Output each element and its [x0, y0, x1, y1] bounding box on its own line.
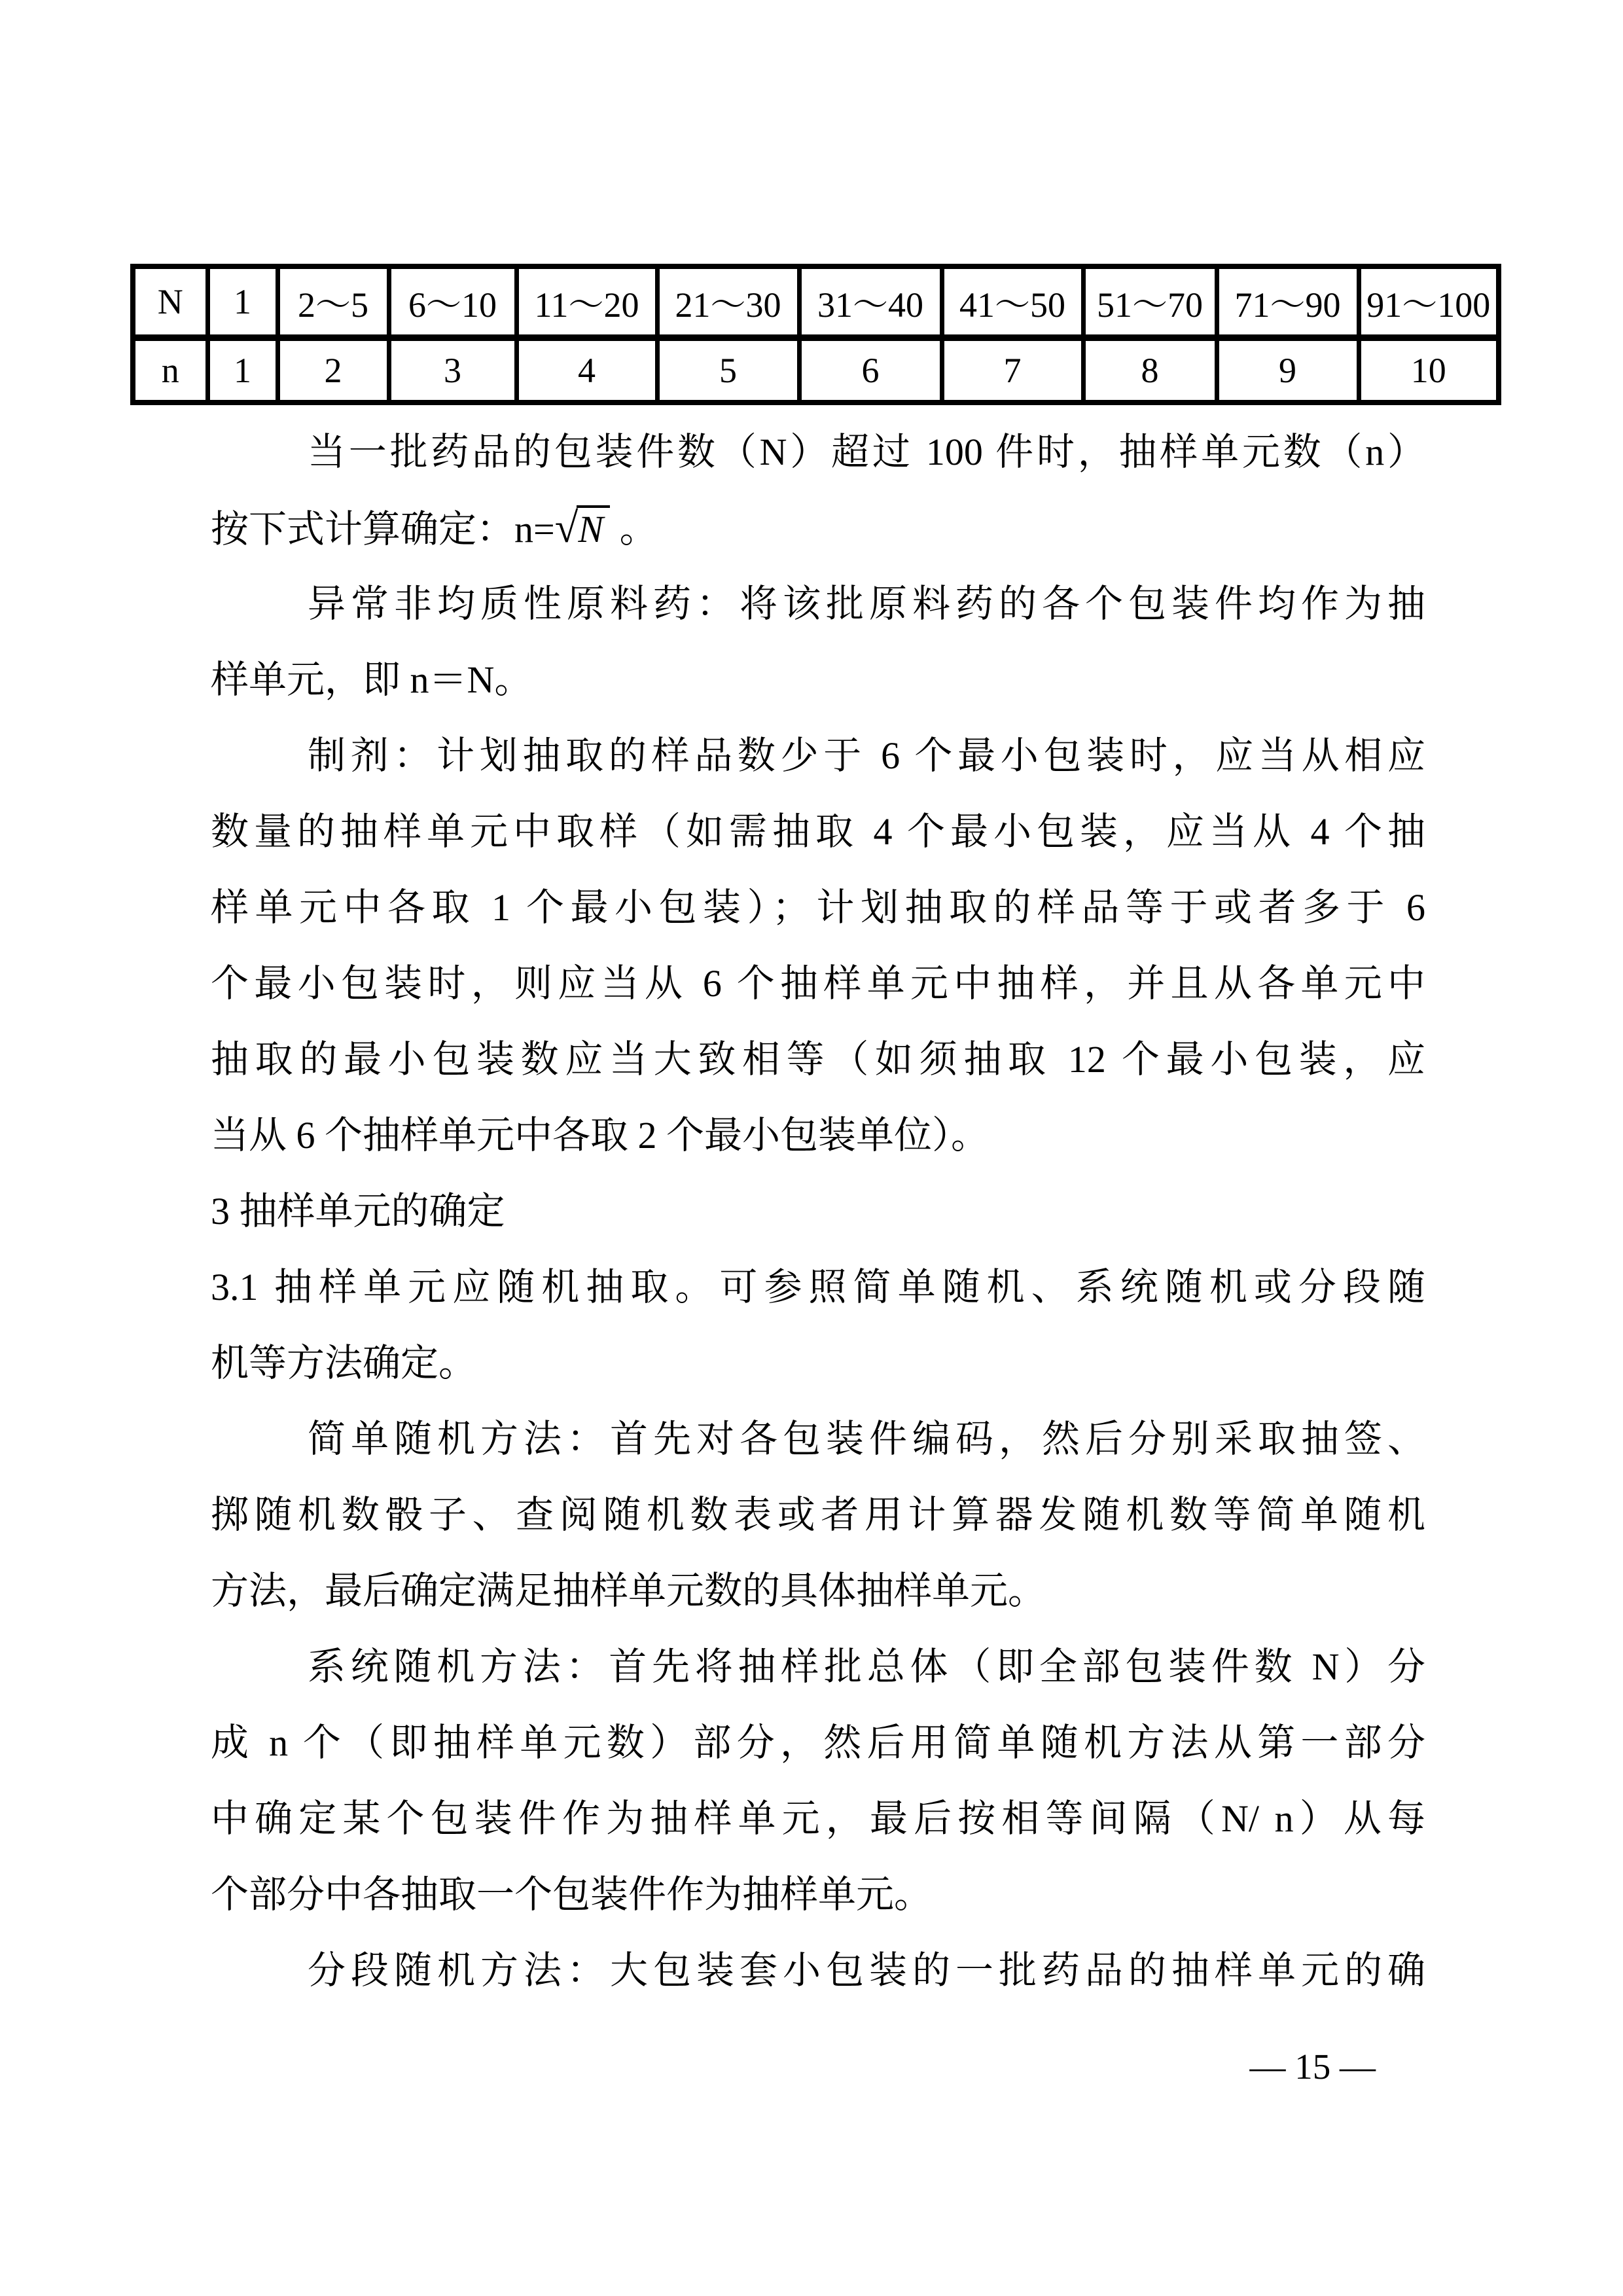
table-cell: 31～40 — [799, 266, 942, 338]
table-cell: 2～5 — [277, 266, 389, 338]
text-line: 中确定某个包装件作为抽样单元，最后按相等间隔（N/ n）从每 — [211, 1797, 1425, 1840]
table-cell: 2 — [277, 338, 389, 403]
text-line: 样单元中各取 1 个最小包装）；计划抽取的样品等于或者多于 6 — [211, 886, 1425, 929]
body-text — [211, 414, 1425, 2009]
text-line: 个最小包装时，则应当从 6 个抽样单元中抽样，并且从各单元中 — [211, 962, 1425, 1005]
text-line: 个部分中各抽取一个包装件作为抽样单元。 — [211, 1873, 933, 1916]
text-line: 3 抽样单元的确定 — [211, 1190, 505, 1232]
formula-prefix: 按下式计算确定：n= — [211, 508, 555, 550]
text-line: 数量的抽样单元中取样（如需抽取 4 个最小包装，应当从 4 个抽 — [211, 810, 1425, 853]
table-cell: 41～50 — [942, 266, 1083, 338]
table-cell: 21～30 — [657, 266, 799, 338]
table-cell: 6 — [799, 338, 942, 403]
table-cell: 71～90 — [1217, 266, 1359, 338]
text-line: 分段随机方法：大包装套小包装的一批药品的抽样单元的确 — [308, 1949, 1425, 1992]
table-cell: 8 — [1083, 338, 1217, 403]
text-line: 样单元，即 n＝N。 — [211, 658, 533, 701]
table-cell: 51～70 — [1083, 266, 1217, 338]
formula-line — [211, 490, 1425, 566]
text-line: 简单随机方法：首先对各包装件编码，然后分别采取抽签、 — [308, 1418, 1425, 1460]
table-cell: 3 — [389, 338, 516, 403]
table-cell: 11～20 — [516, 266, 657, 338]
table-cell: 4 — [516, 338, 657, 403]
text-line: 掷随机数骰子、查阅随机数表或者用计算器发随机数等简单随机 — [211, 1494, 1425, 1536]
table-cell: 10 — [1359, 338, 1499, 403]
text-line: 异常非均质性原料药：将该批原料药的各个包装件均作为抽 — [308, 583, 1425, 625]
text-line: 抽取的最小包装数应当大致相等（如须抽取 12 个最小包装，应 — [211, 1038, 1425, 1081]
formula-suffix: 。 — [610, 508, 658, 550]
table-cell: n — [133, 338, 207, 403]
sqrt-radicand: N — [577, 505, 610, 550]
table-cell: 5 — [657, 338, 799, 403]
table-cell: 7 — [942, 338, 1083, 403]
table-cell: 1 — [207, 266, 277, 338]
text-line: 制剂：计划抽取的样品数少于 6 个最小包装时，应当从相应 — [308, 734, 1425, 777]
sqrt-sign: √ — [554, 505, 579, 552]
table-body — [133, 266, 1499, 403]
text-line: 当一批药品的包装件数（N）超过 100 件时，抽样单元数（n） — [308, 431, 1425, 473]
text-line: 机等方法确定。 — [211, 1342, 477, 1384]
table-cell: N — [133, 266, 207, 338]
text-line: 方法，最后确定满足抽样单元数的具体抽样单元。 — [211, 1570, 1046, 1612]
table-cell: 91～100 — [1359, 266, 1499, 338]
sampling-units-table — [130, 264, 1501, 405]
text-line: 当从 6 个抽样单元中各取 2 个最小包装单位）。 — [211, 1114, 990, 1157]
table-row — [133, 338, 1499, 403]
table-row — [133, 266, 1499, 338]
text-line: 3.1 抽样单元应随机抽取。可参照简单随机、系统随机或分段随 — [211, 1266, 1425, 1308]
page-number: — 15 — — [1249, 2047, 1376, 2087]
table-cell: 6～10 — [389, 266, 516, 338]
table-cell: 9 — [1217, 338, 1359, 403]
text-line: 系统随机方法：首先将抽样批总体（即全部包装件数 N）分 — [308, 1645, 1425, 1688]
table-cell: 1 — [207, 338, 277, 403]
text-line: 成 n 个（即抽样单元数）部分，然后用简单随机方法从第一部分 — [211, 1721, 1425, 1764]
